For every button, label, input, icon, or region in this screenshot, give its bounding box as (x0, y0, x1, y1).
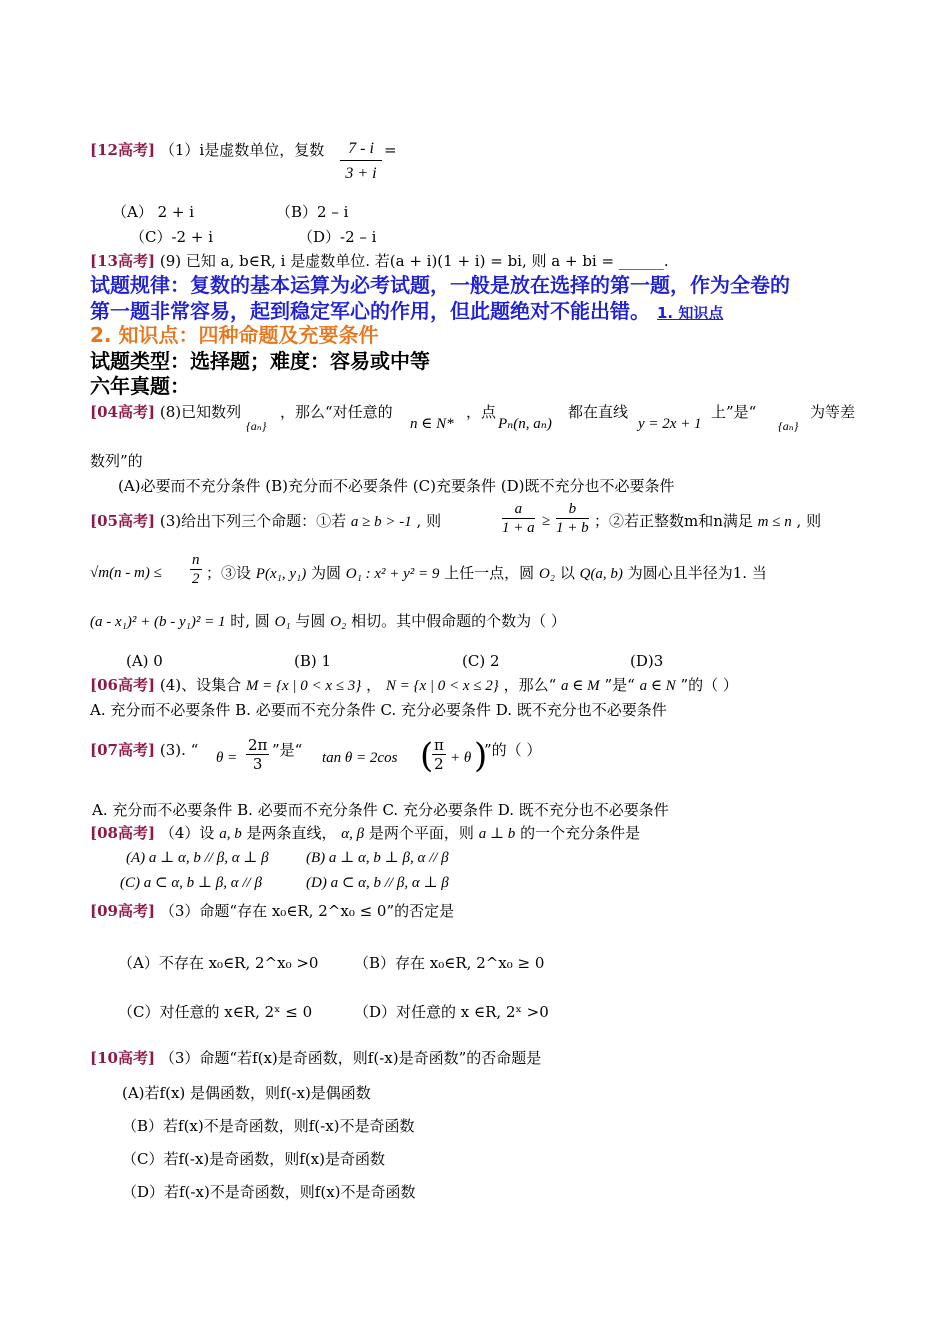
q07-options: A. 充分而不必要条件 B. 必要而不充分条件 C. 充分必要条件 D. 既不充分也不必要条件 (92, 801, 669, 819)
q08-text4: 的一个充分条件是 (520, 824, 641, 842)
q12-option-b: （B）2 – i (276, 203, 349, 221)
q07-tag: [07高考] (90, 741, 156, 759)
q07-frac2-num: π (434, 736, 444, 754)
q04-tag: [04高考] (90, 403, 156, 421)
q06-text: (4)、设集合 (159, 676, 242, 694)
section2-six-years: 六年真题： (90, 374, 190, 398)
q09-option-b: （B）存在 x₀∈R, 2^x₀ ≥ 0 (354, 954, 545, 972)
q07-theta: θ = (216, 750, 238, 766)
q05-line1 (90, 511, 441, 532)
q10-option-d: （D）若f(-x)不是奇函数，则f(x)不是奇函数 (122, 1183, 416, 1201)
q13-tag: [13高考] (90, 252, 156, 270)
q12-stem: （1）i是虚数单位，复数 (159, 141, 325, 159)
q05-option-c: (C) 2 (462, 652, 500, 670)
q07-frac2 (432, 736, 446, 773)
q07-frac-den: 3 (252, 755, 263, 773)
q05-tag: [05高考] (90, 512, 156, 530)
q06-set-n: N = {x | 0 < x ≤ 2} (385, 678, 499, 694)
q09-stem: （3）命题“存在 x₀∈R, 2^x₀ ≤ 0”的否定是 (159, 902, 455, 920)
q05-l2k: 为圆心且半径为1. 当 (627, 564, 767, 582)
q06-options: A. 充分而不必要条件 B. 必要而不充分条件 C. 充分必要条件 D. 既不充分也不必要条件 (90, 701, 667, 719)
q05-l3e: O₂ (330, 614, 347, 630)
q12-frac-den: 3 + i (345, 165, 377, 182)
q12-tag: [12高考] (90, 141, 156, 159)
q05-frac-b-den: 1 + b (556, 520, 589, 536)
q07-text2: ”是“ (272, 741, 303, 759)
q09-option-a: （A）不存在 x₀∈R, 2^x₀ >0 (118, 954, 319, 972)
q08-option-b: (B) a ⊥ α, b ⊥ β, α // β (306, 850, 449, 866)
q04-cond: n ∈ N* (410, 416, 454, 432)
q05-l3d: 与圆 (295, 612, 326, 630)
q09-option-c: （C）对任意的 x∈R, 2ˣ ≤ 0 (118, 1003, 313, 1021)
q04-part6: 为等差 (810, 403, 856, 421)
knowledge-point-link[interactable]: 1. 知识点 (656, 304, 724, 322)
section2-type-line: 试题类型：选择题；难度：容易或中等 (90, 349, 430, 373)
q10-line (90, 1048, 541, 1068)
q04-part1: (8)已知数列 (159, 403, 242, 421)
q05-frac-a (502, 500, 535, 537)
q05-frac-a-num: a (502, 500, 535, 519)
q12-option-c: （C）-2 + i (130, 228, 213, 246)
q05-l3a: (a - x₁)² + (b - y₁)² = 1 (90, 614, 226, 630)
q07-frac2-den: 2 (434, 755, 444, 773)
q04-part4: 都在直线 (568, 403, 629, 421)
q04-point: Pₙ(n, aₙ) (498, 416, 552, 432)
q05-l3f: 相切。其中假命题的个数为（ ） (351, 612, 566, 630)
q12-stem-line (90, 140, 324, 160)
q09-option-d: （D）对任意的 x ∈R, 2ˣ >0 (354, 1003, 549, 1021)
q07-text: (3). “ (159, 741, 199, 759)
q10-option-b: （B）若f(x)不是奇函数，则f(-x)不是奇函数 (122, 1117, 415, 1135)
q06-tag: [06高考] (90, 676, 156, 694)
q10-option-c: （C）若f(-x)是奇函数，则f(x)是奇函数 (122, 1150, 385, 1168)
q08-alpha-beta: α, β (341, 826, 365, 842)
q12-option-a: （A） 2 + i (112, 203, 195, 221)
q07-plus: + θ (450, 750, 472, 766)
q06-text2: ，那么“ (503, 676, 557, 694)
q08-line (90, 823, 640, 844)
q08-perp: a ⊥ b (478, 826, 516, 842)
q05-option-b: (B) 1 (294, 652, 332, 670)
q05-l1d: ；②若正整数m和n满足 (594, 512, 753, 530)
q05-line2 (206, 563, 767, 584)
q06-text4: ”的（ ） (680, 676, 738, 694)
q09-tag: [09高考] (90, 902, 156, 920)
q05-l2b: ；③设 (206, 564, 252, 582)
q06-set-m: M = {x | 0 < x ≤ 3} (245, 678, 362, 694)
q04-seq: {aₙ} (246, 419, 267, 433)
q05-frac-b-num: b (556, 500, 589, 519)
q05-l2i: 以 (559, 564, 575, 582)
q07-frac-num: 2π (248, 736, 268, 754)
q05-line3 (90, 611, 566, 632)
q07-left-paren: ( (420, 736, 434, 776)
q04-cont: 数列”的 (90, 452, 143, 470)
q06-a-in-n: a ∈ N (639, 678, 676, 694)
q05-frac-a-den: 1 + a (502, 520, 535, 536)
q10-stem: （3）命题“若f(x)是奇函数，则f(-x)是奇函数”的否命题是 (159, 1049, 542, 1067)
q04-tag-line (90, 402, 241, 422)
q05-l2h: O₂ (538, 566, 556, 582)
q06-sep: ， (366, 676, 382, 694)
q05-option-a: (A) 0 (126, 652, 163, 670)
q06-text3: ”是“ (604, 676, 635, 694)
q05-l2c: P(x₁, y₁) (255, 566, 307, 582)
q05-l3c: O₁ (274, 614, 291, 630)
q05-l1e: m ≤ n (757, 514, 792, 530)
q08-ab: a, b (219, 826, 242, 842)
q04-options: (A)必要而不充分条件 (B)充分而不必要条件 (C)充要条件 (D)既不充分也不必要条件 (118, 477, 675, 495)
q05-l2a: √m(n - m) ≤ (90, 565, 162, 581)
q12-eq: = (384, 141, 397, 159)
q08-text2: 是两条直线， (246, 824, 337, 842)
q05-option-d: (D)3 (630, 652, 664, 670)
rule-line2 (90, 299, 723, 326)
q09-line (90, 901, 454, 921)
q07-right-paren: ) (474, 736, 488, 776)
q05-l1a: (3)给出下列三个命题：①若 (159, 512, 347, 530)
q10-option-a: (A)若f(x) 是偶函数，则f(-x)是偶函数 (122, 1084, 371, 1102)
q04-seq2: {aₙ} (778, 419, 799, 433)
q08-option-a: (A) a ⊥ α, b // β, α ⊥ β (126, 850, 269, 866)
q05-l2e: O₁ : x² + y² = 9 (345, 566, 440, 582)
q05-frac-n2-den: 2 (192, 571, 200, 587)
q05-l3b: 时, 圆 (230, 612, 270, 630)
q07-text3: ”的（ ） (484, 741, 542, 759)
q05-l1d-line (594, 511, 821, 532)
q07-tan: tan θ = 2cos (322, 750, 398, 766)
q12-fraction (340, 138, 382, 187)
q05-l2g: 上任一点，圆 (444, 564, 535, 582)
q04-part5: 上”是“ (711, 403, 757, 421)
q08-option-d: (D) a ⊂ α, b // β, α ⊥ β (306, 875, 449, 891)
q08-text: （4）设 (159, 824, 215, 842)
q05-l1f: , 则 (796, 512, 822, 530)
q04-part2: ，那么“对任意的 (280, 403, 393, 421)
q05-ge: ≥ (542, 513, 551, 529)
q05-l1c: , 则 (416, 512, 442, 530)
q05-frac-b (556, 500, 589, 537)
q05-l2d: 为圆 (310, 564, 341, 582)
q04-part3: ，点 (466, 403, 497, 421)
q13-line (90, 251, 669, 271)
q08-text3: 是两个平面，则 (368, 824, 474, 842)
q08-option-c: (C) a ⊂ α, b ⊥ β, α // β (120, 875, 262, 891)
q13-text: (9) 已知 a, b∈R, i 是虚数单位. 若(a + i)(1 + i) = bi, 则 a + bi = ______. (159, 252, 669, 270)
rule-line2-text: 第一题非常容易，起到稳定军心的作用，但此题绝对不能出错。 (90, 299, 650, 323)
rule-line1: 试题规律：复数的基本运算为必考试题，一般是放在选择的第一题，作为全卷的 (90, 273, 790, 297)
q05-frac-n2-num: n (192, 552, 200, 568)
q07-line (90, 740, 198, 760)
q08-tag: [08高考] (90, 824, 156, 842)
q05-l1b: a ≥ b > -1 (350, 514, 412, 530)
q07-frac (246, 736, 269, 773)
q12-frac-num: 7 - i (340, 138, 382, 161)
q06-a-in-m: a ∈ M (561, 678, 600, 694)
q06-line (90, 675, 738, 696)
q04-line: y = 2x + 1 (638, 416, 702, 432)
q05-l2j: Q(a, b) (579, 566, 623, 582)
q12-option-d: （D）-2 – i (298, 228, 377, 246)
q10-tag: [10高考] (90, 1049, 156, 1067)
q05-frac-n2 (190, 551, 202, 588)
section2-title: 2. 知识点：四种命题及充要条件 (90, 323, 379, 347)
